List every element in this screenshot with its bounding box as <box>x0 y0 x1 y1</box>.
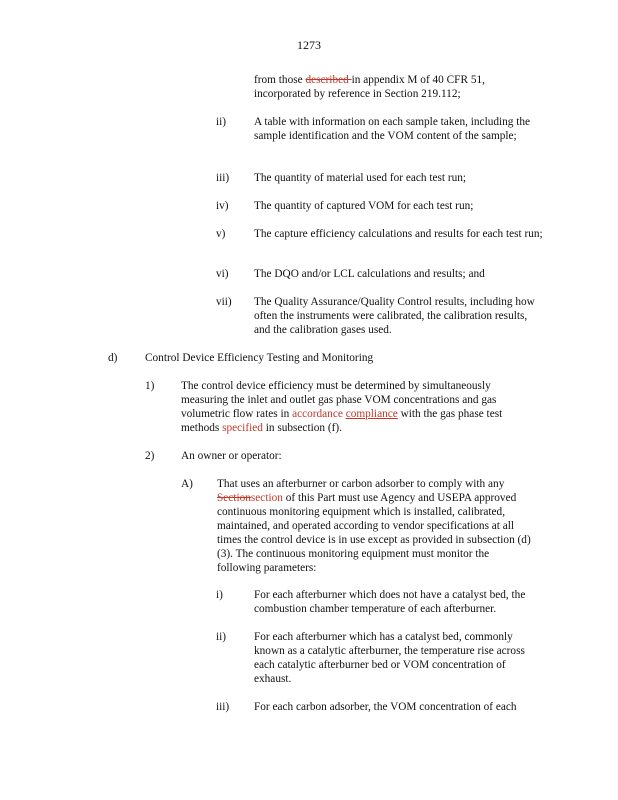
list-item: For each carbon adsorber, the VOM concentration of each <box>254 701 517 713</box>
list-marker: ii) <box>216 631 227 643</box>
list-marker: iii) <box>216 701 230 713</box>
list-item: A table with information on each sample taken, including the sample identification and the VOM content of the sample; <box>254 116 531 142</box>
intro-text-pre: from those <box>254 74 306 86</box>
list-marker: v) <box>216 228 226 240</box>
deleted-text: Section <box>217 492 251 504</box>
intro-paragraph <box>254 73 544 101</box>
list-marker: iv) <box>216 200 229 212</box>
item-a-text-a: That uses an afterburner or carbon adsorber to comply with any <box>217 478 505 490</box>
list-marker: vii) <box>216 296 232 308</box>
list-item: The Quality Assurance/Quality Control results, including how often the instruments were calibrated, the calibration results, and the calibration gases used. <box>254 296 535 336</box>
item-marker: 2) <box>145 450 155 462</box>
list-item: The quantity of captured VOM for each test run; <box>254 200 474 212</box>
item-a-paragraph <box>217 477 535 575</box>
item-marker: 1) <box>145 380 155 392</box>
item-1-text-b: with the gas phase test methods <box>181 408 503 434</box>
list-marker: vi) <box>216 268 229 280</box>
inserted-text: specified <box>222 422 263 434</box>
list-marker: ii) <box>216 116 227 128</box>
section-marker: d) <box>108 352 118 364</box>
intro-text-post: in appendix M of 40 CFR 51, incorporated by reference in Section 219.112; <box>254 74 485 100</box>
list-item: The quantity of material used for each test run; <box>254 172 467 184</box>
section-heading: Control Device Efficiency Testing and Monitoring <box>145 352 374 364</box>
inserted-text: accordance <box>292 408 343 420</box>
page-number: 1273 <box>297 38 321 52</box>
list-item: The DQO and/or LCL calculations and results; and <box>254 268 485 280</box>
list-marker: iii) <box>216 172 230 184</box>
list-item: The capture efficiency calculations and results for each test run; <box>254 228 543 240</box>
deleted-text: compliance <box>345 408 398 420</box>
list-marker: i) <box>216 589 223 601</box>
item-marker: A) <box>181 478 193 490</box>
item-1-paragraph <box>181 379 533 435</box>
list-item: For each afterburner which has a catalyst bed, commonly known as a catalytic afterburner, the temperature rise across each catalytic afterburner bed or VOM concentration of exhaust. <box>254 631 525 685</box>
item-1-text-a: The control device efficiency must be determined by simultaneously measuring the inlet and outlet gas phase VOM concentrations and gas volumetric flow rates in <box>181 380 497 420</box>
item-2-text: An owner or operator: <box>181 450 282 462</box>
item-a-text-b: of this Part must use Agency and USEPA approved continuous monitoring equipment which is installed, calibrated, maintained, and operated according to vendor specifications at all times the control device is in use except as provided in subsection (d)(3). The continuous monitoring equipment must monitor the following parameters: <box>217 492 531 574</box>
list-item: For each afterburner which does not have a catalyst bed, the combustion chamber temperature of each afterburner. <box>254 589 526 615</box>
deleted-text: described <box>305 74 352 86</box>
inserted-text: section <box>250 492 283 504</box>
item-1-text-c: in subsection (f). <box>262 422 342 434</box>
